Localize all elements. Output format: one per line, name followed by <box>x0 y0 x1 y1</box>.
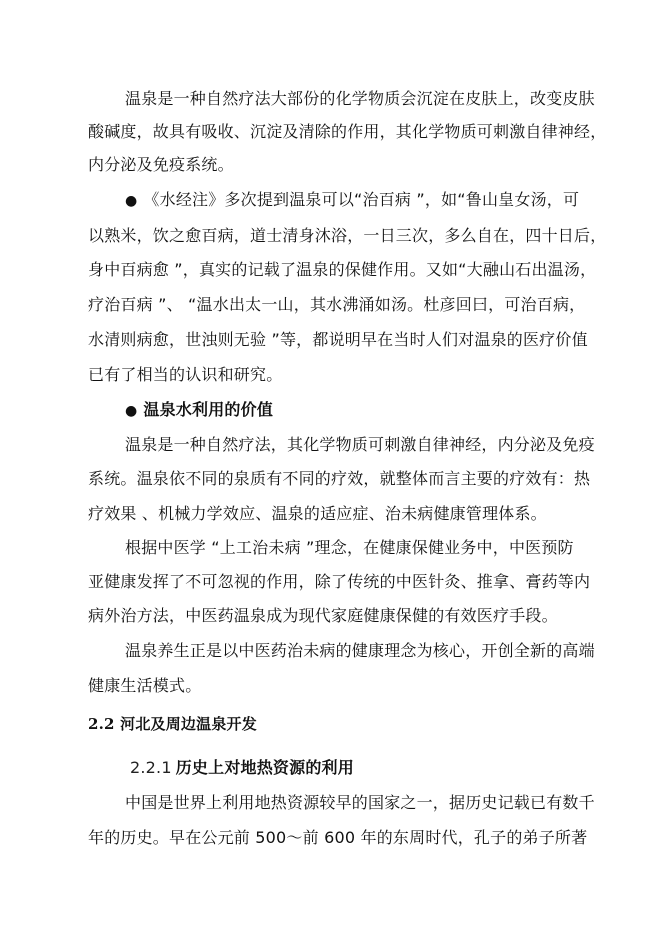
paragraph-5-line-1: 温泉养生正是以中医药治未病的健康理念为核心，开创全新的高端 <box>125 641 595 660</box>
section-heading-value <box>125 400 273 421</box>
paragraph-6-line-2: 年的历史。早在公元前 500～前 600 年的东周时代，孔子的弟子所著 <box>88 828 588 847</box>
paragraph-2-line-1-text: 《水经注》多次提到温泉可以“治百病 ”，如“鲁山皇女汤，可 <box>143 190 580 209</box>
paragraph-3-line-3: 疗效果 、机械力学效应、温泉的适应症、治未病健康管理体系。 <box>88 504 547 523</box>
paragraph-4-line-1: 根据中医学 “上工治未病 ”理念，在健康保健业务中，中医预防 <box>125 538 574 557</box>
paragraph-1-line-2: 酸碱度，故具有吸收、沉淀及清除的作用，其化学物质可刺激自律神经， <box>88 122 607 141</box>
paragraph-5-line-2: 健康生活模式。 <box>88 676 202 695</box>
paragraph-6-line-1: 中国是世界上利用地热资源较早的国家之一，据历史记载已有数千 <box>125 793 595 812</box>
paragraph-2-line-5: 水清则病愈，世浊则无验 ”等，都说明早在当时人们对温泉的医疗价值 <box>88 330 588 349</box>
section-heading-2-2-1 <box>130 758 354 778</box>
paragraph-2-line-1 <box>125 190 579 211</box>
paragraph-4-line-3: 病外治方法，中医药温泉成为现代家庭健康保健的有效医疗手段。 <box>88 606 558 625</box>
section-heading-value-text: 温泉水利用的价值 <box>143 400 274 419</box>
bullet-icon: ● <box>125 403 138 419</box>
paragraph-2-line-6: 已有了相当的认识和研究。 <box>88 365 283 384</box>
paragraph-1-line-1: 温泉是一种自然疗法大部份的化学物质会沉淀在皮肤上，改变皮肤 <box>125 89 595 108</box>
paragraph-2-line-3: 身中百病愈 ”，真实的记载了温泉的保健作用。又如“大融山石出温汤， <box>88 260 597 279</box>
paragraph-2-line-4: 疗治百病 ”、 “温水出太一山，其水沸涌如汤。杜彦回曰，可治百病， <box>88 295 586 314</box>
paragraph-2-line-2: 以熟米，饮之愈百病，道士清身沐浴，一日三次，多么自在，四十日后， <box>88 226 607 245</box>
section-title: 历史上对地热资源的利用 <box>175 758 354 777</box>
paragraph-3-line-1: 温泉是一种自然疗法，其化学物质可刺激自律神经，内分泌及免疫 <box>125 435 595 454</box>
paragraph-4-line-2: 亚健康发挥了不可忽视的作用，除了传统的中医针灸、推拿、膏药等内 <box>88 572 591 591</box>
paragraph-1-line-3: 内分泌及免疫系统。 <box>88 155 234 174</box>
section-heading-2-2: 2.2 河北及周边温泉开发 <box>88 715 257 733</box>
section-number: 2.2.1 <box>130 758 172 777</box>
paragraph-3-line-2: 系统。温泉依不同的泉质有不同的疗效，就整体而言主要的疗效有：热 <box>88 469 591 488</box>
bullet-icon: ● <box>125 193 138 209</box>
